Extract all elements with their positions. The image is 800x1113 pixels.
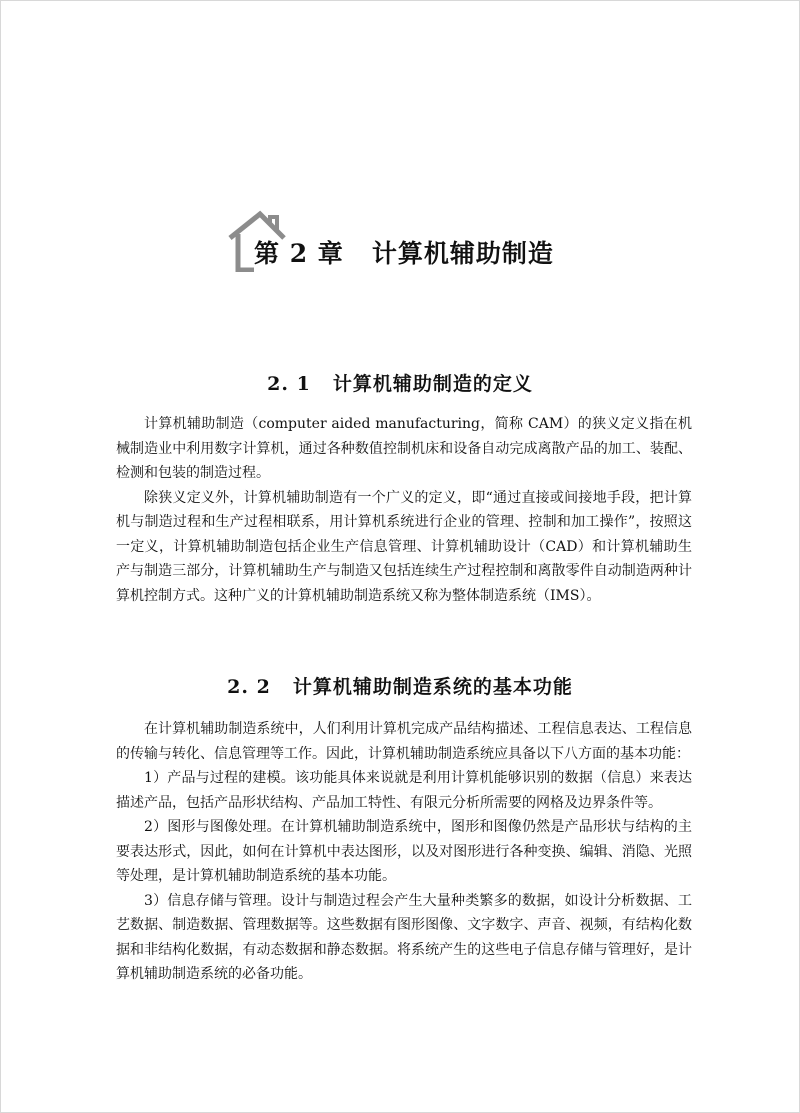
chapter-name: 计算机辅助制造 — [371, 239, 554, 268]
section-number: 2. 1 — [267, 373, 311, 395]
paragraph: 3）信息存储与管理。设计与制造过程会产生大量种类繁多的数据，如设计分析数据、工艺数据、制造数据、管理数据等。这些数据有图形图像、文字数字、声音、视频，有结构化数据和非结构化数据，有动态数据和静态数据。将系统产生的这些电子信息存储与管理好，是计算机辅助制造系统的必备功能。 — [116, 892, 692, 982]
paragraph: 计算机辅助制造（computer aided manufacturing，简称 CAM）的狭义定义指在机械制造业中利用数字计算机，通过各种数值控制机床和设备自动完成离散产品的加工、装配、检测和包装的制造过程。 — [116, 416, 692, 481]
chapter-number: 第 2 章 — [254, 239, 344, 268]
section-title-text: 计算机辅助制造的定义 — [332, 373, 533, 395]
chapter-title — [254, 234, 554, 270]
section-heading-2-1 — [0, 369, 800, 396]
section-2-2-body — [116, 717, 692, 987]
section-title-text: 计算机辅助制造系统的基本功能 — [292, 676, 573, 698]
paragraph: 在计算机辅助制造系统中，人们利用计算机完成产品结构描述、工程信息表达、工程信息的传输与转化、信息管理等工作。因此，计算机辅助制造系统应具备以下八方面的基本功能： — [116, 721, 692, 762]
paragraph: 2）图形与图像处理。在计算机辅助制造系统中，图形和图像仍然是产品形状与结构的主要表达形式，因此，如何在计算机中表达图形，以及对图形进行各种变换、编辑、消隐、光照等处理，是计算机辅助制造系统的基本功能。 — [116, 819, 692, 884]
paragraph: 1）产品与过程的建模。该功能具体来说就是利用计算机能够识别的数据（信息）来表达描述产品，包括产品形状结构、产品加工特性、有限元分析所需要的网格及边界条件等。 — [116, 770, 692, 811]
section-number: 2. 2 — [227, 676, 271, 698]
section-heading-2-2 — [0, 672, 800, 699]
paragraph: 除狭义定义外，计算机辅助制造有一个广义的定义，即“通过直接或间接地手段，把计算机与制造过程和生产过程相联系，用计算机系统进行企业的管理、控制和加工操作”，按照这一定义，计算机辅助制造包括企业生产信息管理、计算机辅助设计（CAD）和计算机辅助生产与制造三部分，计算机辅助生产与制造又包括连续生产过程控制和离散零件自动制造两种计算机控制方式。这种广义的计算机辅助制造系统又称为整体制造系统（IMS）。 — [116, 489, 692, 604]
section-2-1-body — [116, 412, 692, 608]
chapter-header — [226, 208, 586, 280]
